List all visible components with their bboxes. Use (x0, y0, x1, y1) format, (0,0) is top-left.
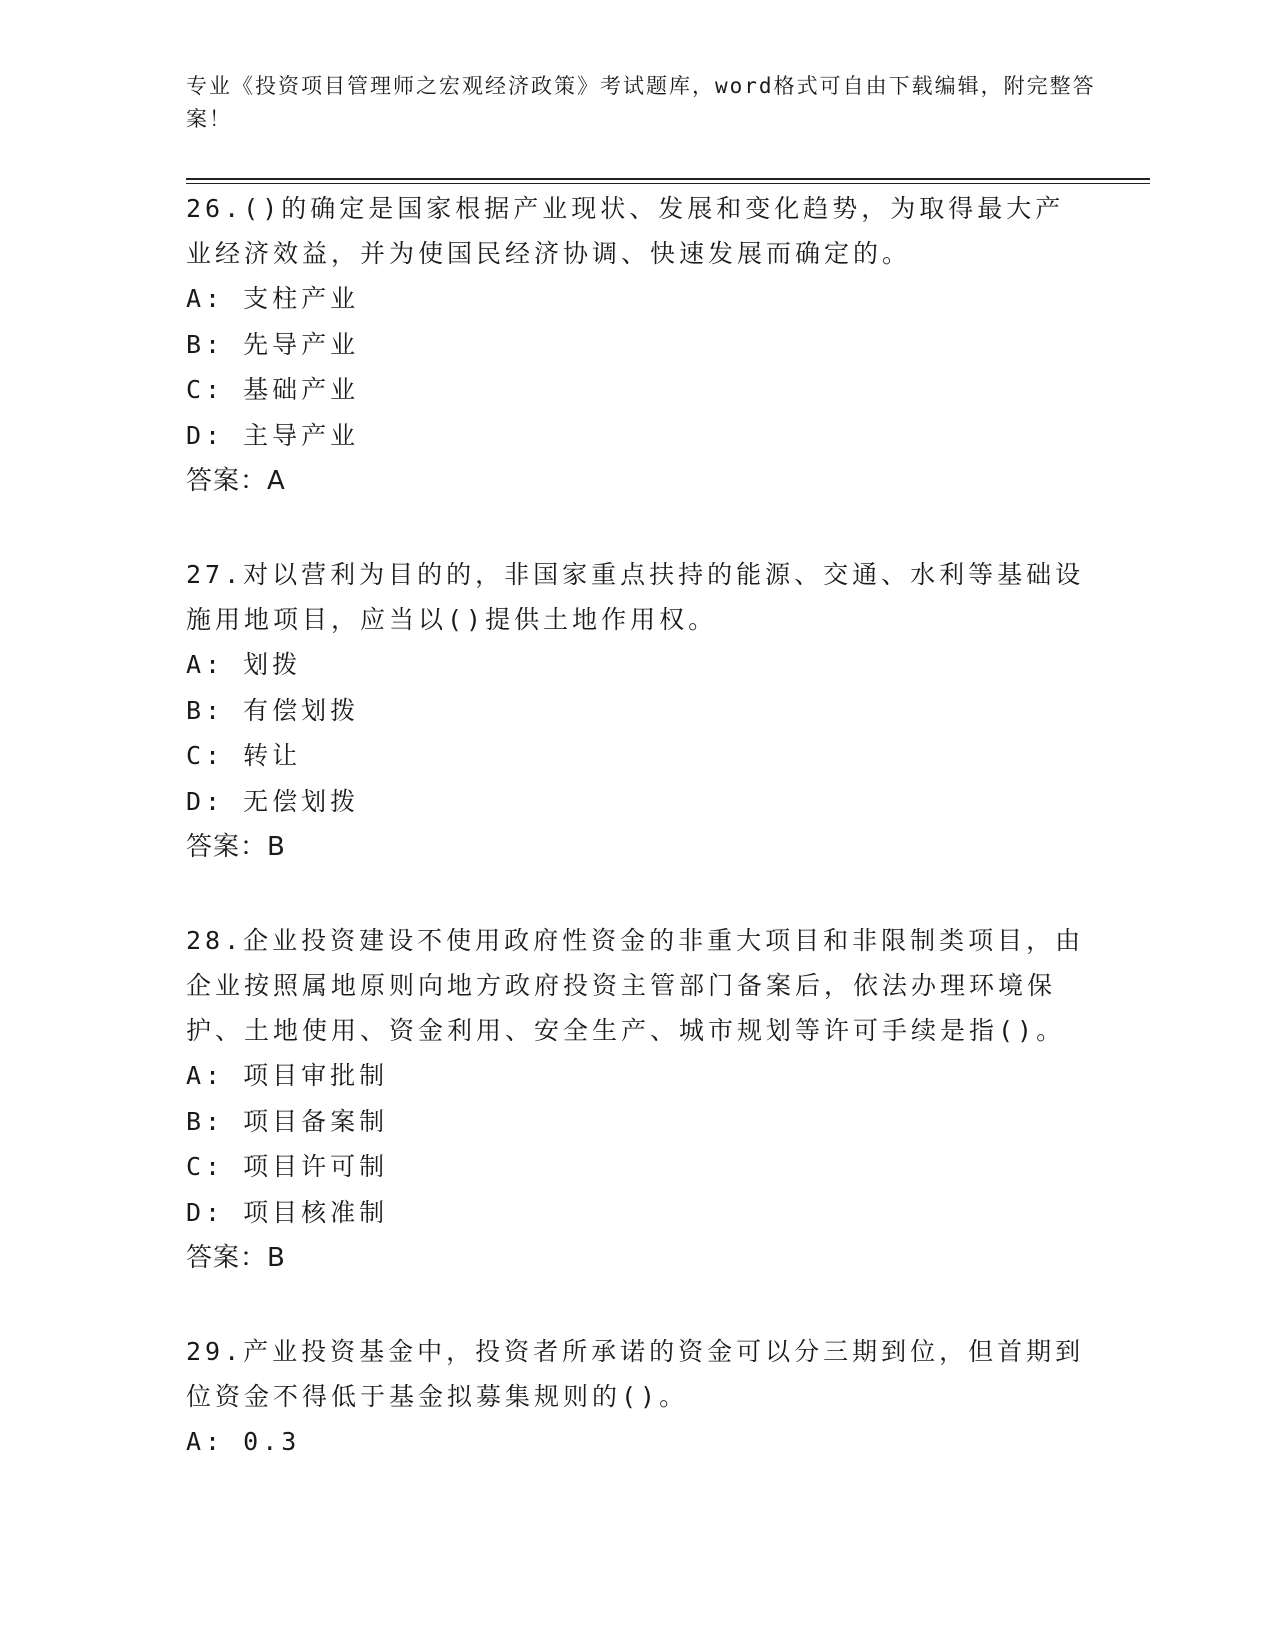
question-text: 29.产业投资基金中，投资者所承诺的资金可以分三期到位，但首期到位资金不得低于基金拟募集规则的()。 (186, 1337, 1085, 1411)
option-d: D: 主导产业 (186, 420, 360, 450)
option-c: C: 项目许可制 (186, 1152, 389, 1181)
header-divider-thin (186, 183, 1150, 184)
question-text: 28.企业投资建设不使用政府性资金的非重大项目和非限制类项目，由企业按照属地原则向地方政府投资主管部门备案后，依法办理环境保护、土地使用、资金利用、安全生产、城市规划等许可手续是指()。 (186, 926, 1085, 1045)
answer: 答案：B (186, 832, 286, 862)
question-text: 27.对以营利为目的的，非国家重点扶持的能源、交通、水利等基础设施用地项目，应当以()提供土地作用权。 (186, 560, 1085, 634)
option-b: B: 有偿划拨 (186, 695, 360, 725)
question-26 (186, 186, 1086, 504)
header-divider-thick (186, 178, 1150, 180)
option-c: C: 转让 (186, 741, 302, 770)
option-b: B: 项目备案制 (186, 1106, 389, 1136)
option-d: D: 项目核准制 (186, 1197, 389, 1227)
option-c: C: 基础产业 (186, 375, 360, 404)
question-27 (186, 552, 1086, 870)
answer: 答案：B (186, 1243, 286, 1273)
option-a: A: 支柱产业 (186, 284, 360, 313)
option-d: D: 无偿划拨 (186, 786, 360, 816)
question-28 (186, 918, 1086, 1281)
answer: 答案：A (186, 466, 286, 496)
question-29 (186, 1329, 1086, 1465)
option-a: A: 划拨 (186, 650, 302, 679)
question-text: 26.()的确定是国家根据产业现状、发展和变化趋势，为取得最大产业经济效益，并为使国民经济协调、快速发展而确定的。 (186, 194, 1065, 268)
option-a: A: 0.3 (186, 1427, 301, 1456)
document-intro: 专业《投资项目管理师之宏观经济政策》考试题库，word格式可自由下载编辑，附完整答案！ (186, 74, 1096, 131)
option-b: B: 先导产业 (186, 329, 360, 359)
option-a: A: 项目审批制 (186, 1061, 389, 1090)
